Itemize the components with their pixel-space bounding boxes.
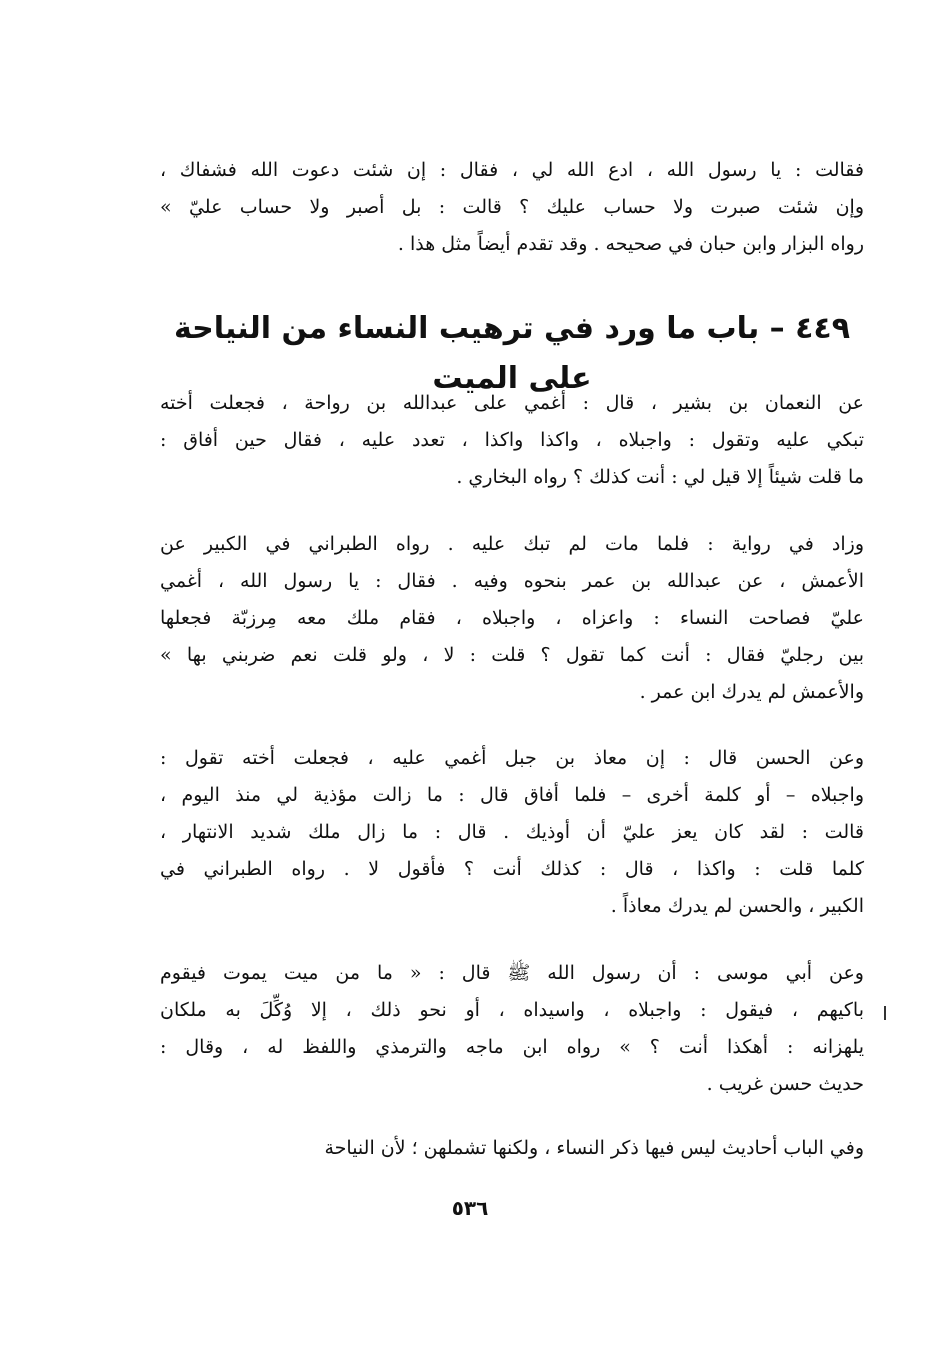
text-line: يلهزانه : أهكذا أنت ؟ » رواه ابن ماجه والترمذي واللفظ له ، وقال :	[160, 1036, 864, 1058]
paragraph-hasan	[160, 740, 864, 925]
text-line: وفي الباب أحاديث ليس فيها ذكر النساء ، ولكنها تشملهن ؛ لأن النياحة	[324, 1137, 864, 1159]
text-line: وعن أبي موسى : أن رسول الله ﷺ قال : « ما من ميت يموت فيقوم	[160, 962, 864, 984]
text-line: كلما قلت : واكذا ، قال : كذلك أنت ؟ فأقول لا . رواه الطبراني في	[160, 858, 864, 880]
page-number: ٥٣٦	[451, 1196, 489, 1220]
text-line: وزاد في رواية : فلما مات لم تبك عليه . رواه الطبراني في الكبير عن	[160, 533, 864, 555]
text-line: الأعمش ، عن عبدالله بن عمر بنحوه وفيه . فقال : يا رسول الله ، أغمي	[160, 570, 864, 592]
intro-paragraph	[160, 152, 864, 263]
text-line: واجبلاه – أو كلمة أخرى – فلما أفاق قال : ما زالت مؤذية لي منذ اليوم ،	[160, 784, 864, 806]
paragraph-nuaman	[160, 385, 864, 496]
paragraph-riwaya	[160, 526, 864, 711]
text-line: وعن الحسن قال : إن معاذ بن جبل أغمي عليه ، فجعلت أخته تقول :	[160, 747, 864, 769]
text-line: رواه البزار وابن حبان في صحيحه . وقد تقدم أيضاً مثل هذا .	[397, 233, 864, 255]
margin-mark	[884, 1006, 886, 1020]
paragraph-bab	[160, 1130, 864, 1167]
text-line: عن النعمان بن بشير ، قال : أغمي على عبدالله بن رواحة ، فجعلت أخته	[160, 392, 864, 414]
text-line: حديث حسن غريب .	[706, 1073, 864, 1095]
text-line: والأعمش لم يدرك ابن عمر .	[639, 681, 864, 703]
text-line: فقالت : يا رسول الله ، ادع الله لي ، فقال : إن شئت دعوت الله فشفاك ،	[160, 159, 864, 181]
chapter-title: ٤٤٩ – باب ما ورد في ترهيب النساء من النياحة على الميت	[173, 311, 851, 396]
text-line: قالت : لقد كان يعز عليّ أن أوذيك . قال : ما زال ملك شديد الانتهار ،	[160, 821, 864, 843]
text-line: بين رجليّ فقال : أنت كما تقول ؟ قلت : لا ، ولو قلت نعم ضربني بها »	[160, 644, 864, 666]
text-line: باكيهم ، فيقول : واجبلاه ، واسيداه ، أو نحو ذلك ، إلا وُكِّلَ به ملكان	[160, 999, 864, 1021]
text-line: وإن شئت صبرت ولا حساب عليك ؟ قالت : بل أصبر ولا حساب عليّ »	[160, 196, 864, 218]
text-line: تبكي عليه وتقول : واجبلاه ، واكذا واكذا ، تعدد عليه ، فقال حين أفاق :	[160, 429, 864, 451]
text-line: عليّ فصاحت النساء : واعزاه ، واجبلاه ، فقام ملك معه مِرزبّة فجعلها	[160, 607, 864, 629]
text-line: الكبير ، والحسن لم يدرك معاذاً .	[610, 895, 864, 917]
paragraph-abu-musa	[160, 955, 864, 1103]
text-line: ما قلت شيئاً إلا قيل لي : أنت كذلك ؟ رواه البخاري .	[456, 466, 864, 488]
